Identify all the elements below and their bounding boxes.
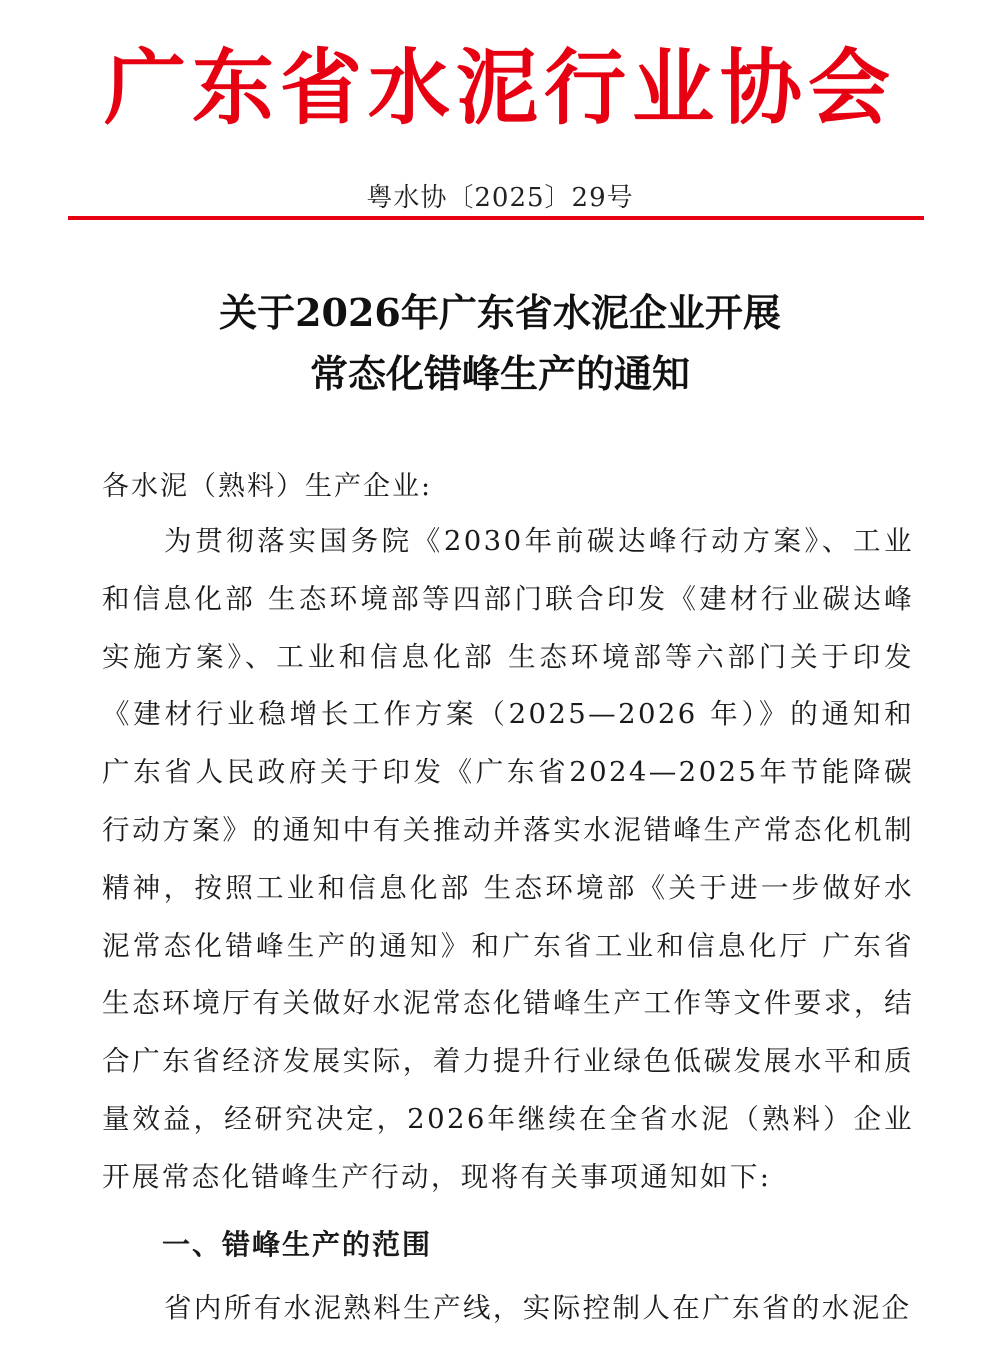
body-paragraph: 为贯彻落实国务院《2030年前碳达峰行动方案》、工业和信息化部 生态环境部等四部门联合印发《建材行业碳达峰实施方案》、工业和信息化部 生态环境部等六部门关于印发《建材行业稳增长工作方案（2025—2026 年）》的通知和广东省人民政府关于印发《广东省2024—2025年节能降碳行动方案》的通知中有关推动并落实水泥错峰生产常态化机制精神，按照工业和信息化部 生态环境部《关于进一步做好水泥常态化错峰生产的通知》和广东省工业和信息化厅 广东省生态环境厅有关做好水泥常态化错峰生产工作等文件要求，结合广东省经济发展实际，着力提升行业绿色低碳发展水平和质量效益，经研究决定，2026年继续在全省水泥（熟料）企业开展常态化错峰生产行动，现将有关事项通知如下: xyxy=(102,525,914,1193)
document-title-line-2: 常态化错峰生产的通知 xyxy=(309,351,690,396)
section-paragraph-scope: 省内所有水泥熟料生产线，实际控制人在广东省的水泥企 xyxy=(164,1292,912,1324)
document-number: 粤水协〔2025〕29号 xyxy=(366,183,634,213)
letterhead-divider xyxy=(68,216,924,220)
section-heading-scope: 一、错峰生产的范围 xyxy=(162,1228,433,1261)
document-title-line-1: 关于2026年广东省水泥企业开展 xyxy=(219,290,781,335)
salutation: 各水泥（熟料）生产企业: xyxy=(102,471,433,502)
issuing-organization-letterhead: 广东省水泥行业协会 xyxy=(103,40,896,136)
